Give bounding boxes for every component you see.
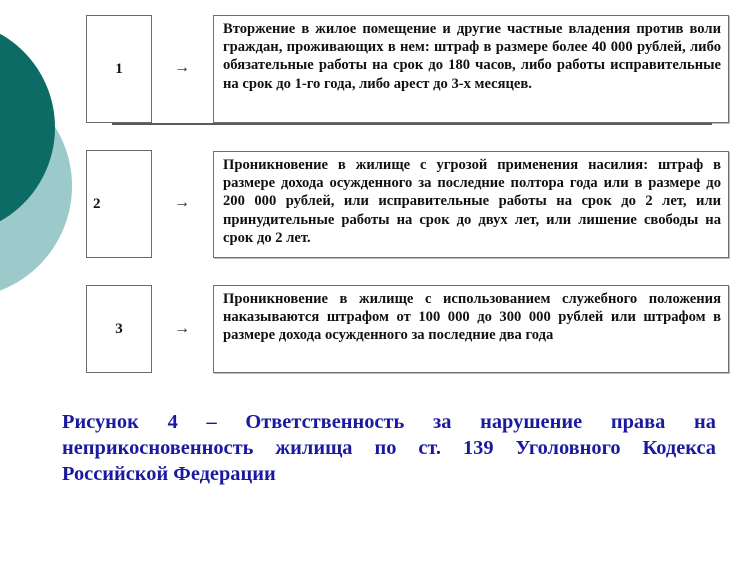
row-number: 1 [115, 60, 123, 77]
row-number-box-2 [86, 150, 152, 258]
divider-line [112, 123, 712, 125]
arrow-right-icon: → [174, 320, 190, 337]
figure-caption: Рисунок 4 – Ответственность за нарушение права на неприкосновенность жилища по ст. 139 Уголовного Кодекса Российской Федерации [62, 411, 716, 485]
row-number: 3 [115, 320, 123, 337]
penalty-text-box-1 [213, 15, 729, 123]
penalty-text: Вторжение в жилое помещение и другие частные владения против воли граждан, проживающих в нем: штраф в размере более 40 000 рублей, либо обязательные работы на срок до 180 часов, либо работы исправительные на срок до 1-го года, либо арест до 3-х месяцев. [223, 21, 721, 92]
arrow-right-icon: → [174, 194, 190, 211]
penalty-text: Проникновение в жилище с угрозой применения насилия: штраф в размере дохода осужденного за последние полтора года или в размере до 200 000 рублей, или исправительные работы на срок до 2 лет, или принудительные работы на срок до двух лет, или лишение свободы на срок до 2 лет. [223, 157, 721, 246]
penalty-text: Проникновение в жилище с использованием служебного положения наказываются штрафом от 100 000 до 300 000 рублей или штрафом в размере дохода осужденного за последние два года [223, 291, 721, 344]
row-number: 2 [93, 195, 101, 212]
penalty-text-box-2 [213, 151, 729, 258]
arrow-right-icon: → [174, 59, 190, 76]
row-number-box-1 [86, 15, 152, 123]
penalty-text-box-3 [213, 285, 729, 373]
row-number-box-3 [86, 285, 152, 373]
